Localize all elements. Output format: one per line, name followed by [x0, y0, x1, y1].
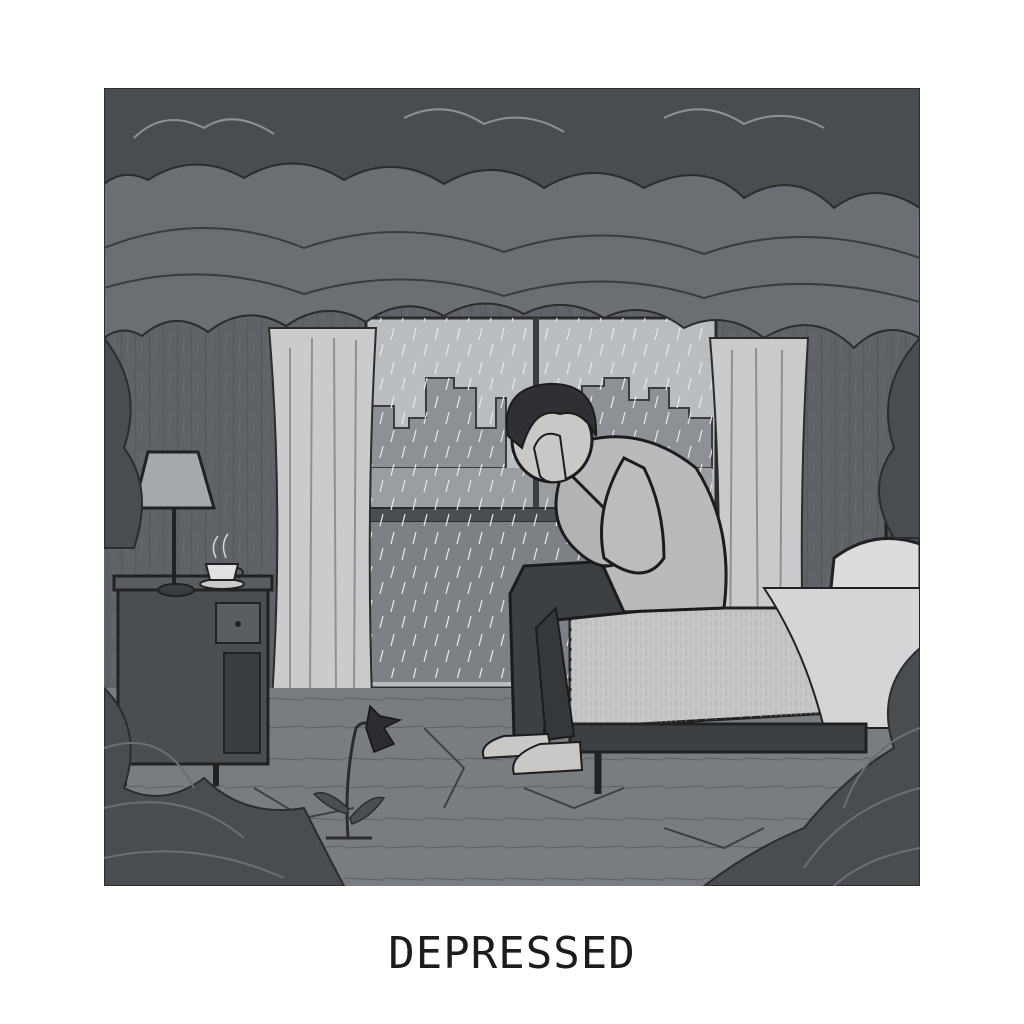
illustration	[104, 88, 920, 886]
sad-room-scene	[104, 88, 920, 886]
nightstand	[114, 576, 272, 786]
caption-title: DEPRESSED	[388, 928, 636, 979]
